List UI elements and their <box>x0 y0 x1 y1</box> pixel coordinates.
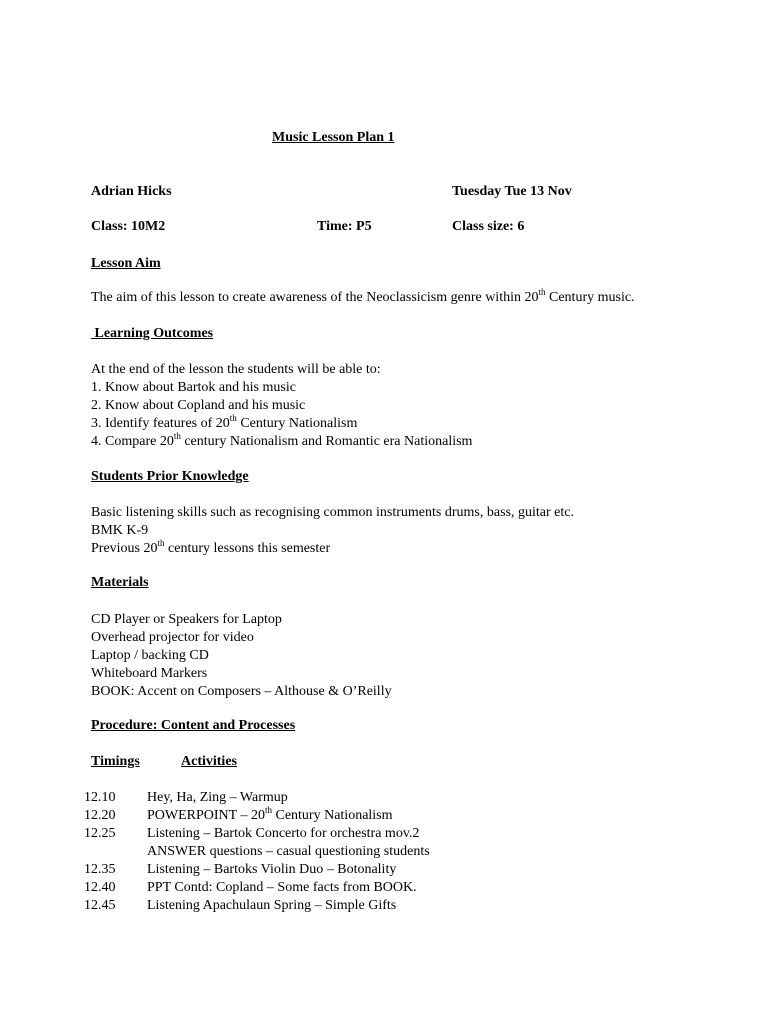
material-item: Overhead projector for video <box>91 630 254 645</box>
row-activity-text: Listening – Bartoks Violin Duo – Botonality <box>147 862 397 877</box>
outcome-item-text: 3. Identify features of 20 <box>91 416 230 431</box>
table-row <box>84 789 288 807</box>
outcome-item <box>91 433 472 451</box>
lesson-aim-text <box>91 289 635 307</box>
row-time: 12.20 <box>84 808 116 823</box>
row-activity-text: POWERPOINT – 20 <box>147 808 265 823</box>
row-time: 12.25 <box>84 826 116 841</box>
superscript: th <box>173 431 181 441</box>
timings-column-header: Timings <box>91 754 140 769</box>
prior-knowledge-item-text: Previous 20 <box>91 541 158 556</box>
row-activity-text: PPT Contd: Copland – Some facts from BOOK. <box>147 880 417 895</box>
learning-outcomes-intro: At the end of the lesson the students will be able to: <box>91 362 381 377</box>
outcome-item-text: 4. Compare 20 <box>91 434 174 449</box>
row-activity <box>147 825 419 843</box>
class-code: Class: 10M2 <box>91 219 166 234</box>
outcome-item <box>91 397 305 415</box>
lesson-aim-text-part: Century music. <box>545 290 635 305</box>
prior-knowledge-item <box>91 540 330 558</box>
row-activity-text: ANSWER questions – casual questioning students <box>147 844 430 859</box>
outcome-item-text: century Nationalism and Romantic era Nationalism <box>180 434 473 449</box>
superscript: th <box>538 287 546 297</box>
superscript: th <box>157 538 165 548</box>
activities-column-header: Activities <box>181 754 237 769</box>
row-time: 12.10 <box>84 790 116 805</box>
outcome-item <box>91 379 296 397</box>
row-activity <box>147 897 396 915</box>
row-activity-text: Listening – Bartok Concerto for orchestra mov.2 <box>147 826 420 841</box>
superscript: th <box>264 805 272 815</box>
class-time: Time: P5 <box>317 219 372 234</box>
material-item: CD Player or Speakers for Laptop <box>91 612 282 627</box>
row-activity <box>147 843 430 861</box>
row-time: 12.45 <box>84 898 116 913</box>
material-item: Laptop / backing CD <box>91 648 209 663</box>
outcome-item-text: 2. Know about Copland and his music <box>91 398 306 413</box>
page-title: Music Lesson Plan 1 <box>272 130 395 145</box>
outcome-item <box>91 415 357 433</box>
superscript: th <box>229 413 237 423</box>
outcome-item-text: Century Nationalism <box>236 416 358 431</box>
row-activity <box>147 861 396 879</box>
class-size: Class size: 6 <box>452 219 525 234</box>
table-row <box>84 805 393 825</box>
materials-heading: Materials <box>91 575 149 590</box>
table-row <box>84 861 397 879</box>
row-activity-text: Listening Apachulaun Spring – Simple Gifts <box>147 898 397 913</box>
prior-knowledge-heading: Students Prior Knowledge <box>91 469 249 484</box>
row-time: 12.35 <box>84 862 116 877</box>
prior-knowledge-item <box>91 504 574 522</box>
row-activity-text: Century Nationalism <box>271 808 393 823</box>
row-activity <box>147 879 417 897</box>
table-row <box>84 897 397 915</box>
lesson-date: Tuesday Tue 13 Nov <box>452 184 572 199</box>
lesson-aim-heading: Lesson Aim <box>91 256 161 271</box>
table-row <box>84 879 417 897</box>
row-activity-text: Hey, Ha, Zing – Warmup <box>147 790 288 805</box>
prior-knowledge-item-text: Basic listening skills such as recognising common instruments drums, bass, guitar etc. <box>91 505 574 520</box>
row-activity <box>147 807 393 825</box>
material-item: Whiteboard Markers <box>91 666 208 681</box>
material-item: BOOK: Accent on Composers – Althouse & O’Reilly <box>91 684 392 699</box>
outcome-item-text: 1. Know about Bartok and his music <box>91 380 296 395</box>
procedure-heading: Procedure: Content and Processes <box>91 718 296 733</box>
table-row <box>84 843 430 861</box>
teacher-name: Adrian Hicks <box>91 184 172 199</box>
learning-outcomes-heading: Learning Outcomes <box>91 326 214 341</box>
lesson-aim-text-part: The aim of this lesson to create awareness of the Neoclassicism genre within 20 <box>91 290 539 305</box>
prior-knowledge-item-text: century lessons this semester <box>164 541 331 556</box>
table-row <box>84 825 420 843</box>
prior-knowledge-item-text: BMK K-9 <box>91 523 149 538</box>
prior-knowledge-item <box>91 522 148 540</box>
row-time: 12.40 <box>84 880 116 895</box>
